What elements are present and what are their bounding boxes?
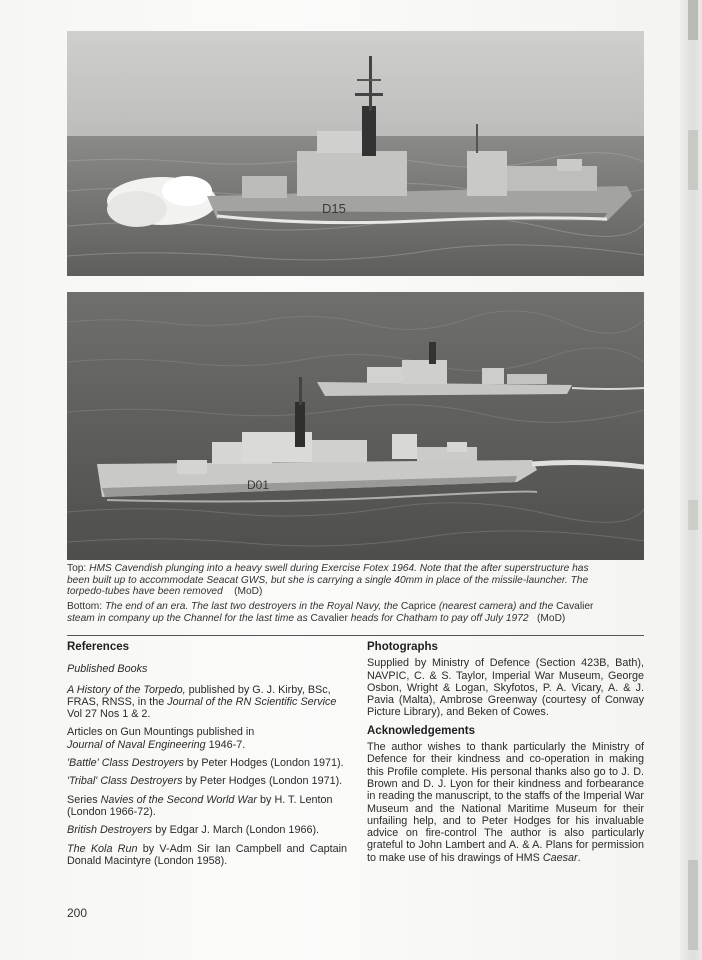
- hull-number-bottom: D01: [247, 478, 270, 492]
- published-books-subheading: Published Books: [67, 663, 148, 676]
- reference-text: Articles on Gun Mountings published in: [67, 726, 255, 739]
- binding-mark: [688, 0, 698, 40]
- photographs-heading: Photographs: [367, 641, 438, 653]
- photo-caprice-and-cavalier: [67, 292, 644, 560]
- book-title: Navies of the Second World War: [100, 793, 258, 806]
- reference-item: [67, 684, 347, 721]
- reference-item: [67, 824, 347, 836]
- caption-label: Top:: [67, 563, 90, 574]
- reference-item: [67, 757, 347, 769]
- reference-text: by Peter Hodges (London 1971).: [182, 775, 343, 788]
- caption-text: torpedo-tubes have been removed: [67, 586, 223, 598]
- reference-text: by Edgar J. March (London 1966).: [152, 824, 320, 837]
- caption-text: plunging into a heavy swell during Exercise Fotex 1964. Note that the after superstructure has: [162, 563, 589, 574]
- hull-number-top: D15: [322, 201, 346, 216]
- ship-name: HMS Cavendish: [89, 563, 163, 574]
- caption-top: [67, 563, 647, 598]
- binding-mark: [688, 130, 698, 190]
- ship-name: Cavalier: [310, 612, 348, 624]
- photographs-text: Supplied by Ministry of Defence (Section 423B, Bath), NAVPIC, C. & S. Taylor, Imperial War Museum, George Osbon, Wright & Logan, Skyfotos, P. A. Vicary, A. & J. Pavia (Malta), Ambrose Greenway (courtesy of Conway Picture Library), and Beken of Cowes.: [367, 657, 644, 719]
- photo-credit: (MoD): [537, 612, 566, 624]
- book-title: The Kola Run: [67, 842, 138, 855]
- page-edge-shadow: [680, 0, 702, 960]
- reference-text: by V-Adm Sir Ian Campbell and Captain Donald Macintyre (London 1958).: [67, 842, 347, 867]
- reference-text: by Peter Hodges (London 1971).: [183, 757, 344, 770]
- book-title: 'Tribal' Class Destroyers: [67, 775, 183, 788]
- acknowledgements-body: .: [577, 851, 581, 864]
- book-title: British Destroyers: [67, 824, 153, 837]
- caption-text: The end of an era. The last two destroyers in the Royal Navy, the: [104, 601, 401, 612]
- reference-text: 1946-7.: [205, 738, 246, 751]
- caption-bottom: [67, 601, 647, 624]
- credits-column: [367, 641, 644, 870]
- reference-item: [67, 794, 347, 819]
- reference-text: Vol 27 Nos 1 & 2.: [67, 708, 151, 721]
- reference-text: by H. T. Lenton (London 1966-72).: [67, 793, 333, 818]
- reference-item: [67, 843, 347, 868]
- photo-hms-cavendish: [67, 31, 644, 276]
- reference-item: [67, 775, 347, 787]
- ship-name: Cavalier: [556, 601, 594, 612]
- section-divider: [67, 635, 644, 636]
- binding-mark: [688, 860, 698, 950]
- caption-label: Bottom:: [67, 601, 105, 612]
- references-heading: References: [67, 641, 130, 653]
- binding-mark: [688, 500, 698, 530]
- ship-name: Caprice: [400, 601, 437, 612]
- book-title: A History of the Torpedo,: [67, 683, 186, 696]
- caption-text: steam in company up the Channel for the last time as: [67, 612, 311, 624]
- journal-title: Journal of the RN Scientific Service: [167, 695, 337, 708]
- reference-item: [67, 726, 347, 751]
- reference-text: published by G. J. Kirby, BSc, FRAS, RNSS, in the: [67, 683, 331, 708]
- caption-text: heads for Chatham to pay off July 1972: [347, 612, 529, 624]
- photo-credit: (MoD): [234, 586, 263, 598]
- journal-title: Journal of Naval Engineering: [67, 738, 206, 751]
- references-column: [67, 641, 347, 873]
- acknowledgements-text: [367, 741, 644, 864]
- ship-name: Caesar: [542, 851, 578, 864]
- acknowledgements-heading: Acknowledgements: [367, 724, 475, 737]
- acknowledgements-body: The author wishes to thank particularly the Ministry of Defence for their kindness and co-operation in making this Profile complete. His personal thanks also go to J. D. Brown and D. J. Lyon for their kindness and forbearance in reading the manuscript, to the staffs of the Imperial War Museum and the National Maritime Museum for their unfailing help, and to Peter Hodges for his invaluable advice on fire-control The author is also particularly grateful to John Lambert and A. & A. Plans for permission to make use of his drawings of HMS: [367, 741, 644, 864]
- reference-text: Series: [67, 793, 101, 806]
- caption-text: been built up to accommodate Seacat GWS, but she is carrying a single 40mm in place of the missile-launcher. The: [67, 574, 589, 586]
- book-title: 'Battle' Class Destroyers: [67, 757, 184, 770]
- caption-text: (nearest camera) and the: [436, 601, 557, 612]
- page-number: 200: [67, 906, 88, 920]
